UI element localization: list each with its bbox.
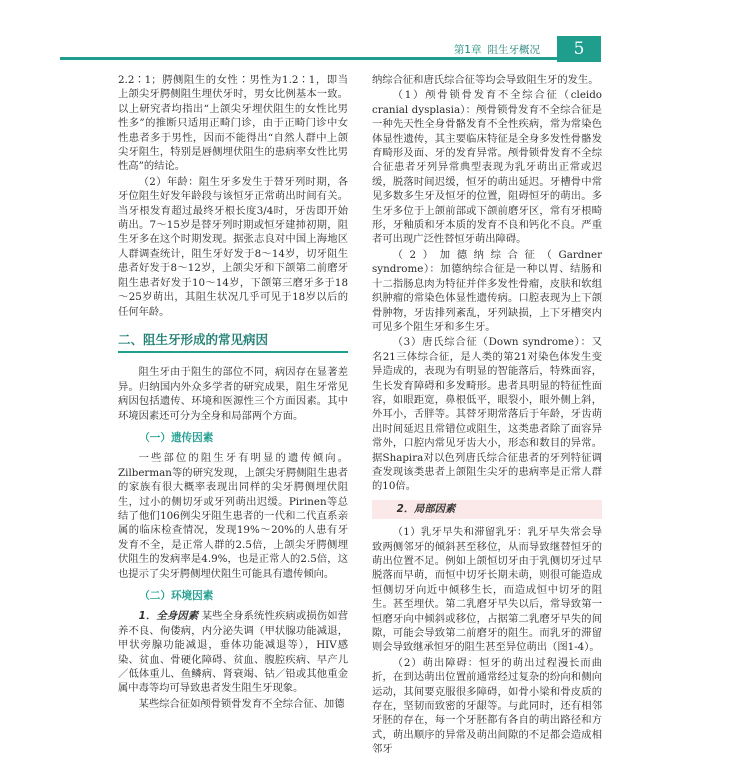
paragraph: （1）颅骨锁骨发育不全综合征（cleido cranial dysplasia）：颅骨锁骨发育不全综合征是一种先天性全身骨骼发育不全性疾病，常为常染色体显性遗传，其主要临床特征是全身多发性骨骼发育畸形及面、牙的发育异常。颅骨锁骨发育不全综合征患者牙列异常典型表现为乳牙萌出正常或迟缓，脱落时间迟缓，恒牙的萌出延迟。牙槽骨中常见多数多生牙及恒牙的位置，阻碍恒牙的萌出。多生牙多位于上颌前部或下颌前磨牙区，常有牙根畸形，牙釉质和牙本质的发育不良和钙化不良。严重者可出现广泛性替恒牙萌出障碍。	[372, 89, 602, 246]
paragraph	[118, 609, 348, 695]
paragraph: （2）萌出障碍：恒牙的萌出过程漫长而曲折，在到达萌出位置前通常经过复杂的纷向和侧向运动，其间要克服很多障碍，如骨小梁和骨皮质的存在，坚韧而致密的牙龈等。与此同时，还有相邻牙胚的存在，每一个牙胚都有各自的萌出路径和方式，萌出顺序的异常及萌出间隙的不足都会造成相邻牙	[372, 656, 602, 756]
paragraph-lead: 1．全身因素	[138, 610, 199, 623]
right-column	[372, 73, 602, 758]
paragraph: （3）唐氏综合征（Down syndrome）：又名21三体综合征，是人类的第21对染色体发生变异造成的，表现为有明显的智能落后，特殊面容，生长发育障碍和多发畸形。患者具明显的特征性面容，如眼距宽，鼻根低平，眼裂小，眼外侧上斜，外耳小，舌胖等。其替牙期常落后于年龄，牙齿萌出时间延迟且常错位或阻生，这类患者除了面容异常外，口腔内常见牙齿大小，形态和数目的异常。据Shapira对以色列唐氏综合征患者的牙列特征调查发现该类患者上颌阻生尖牙的患病率是正常人群的10倍。	[372, 336, 602, 493]
paragraph: 2.2∶1；腭侧阻生的女性∶男性为1.2∶1，即当上颌尖牙腭侧阻生埋伏牙时，男女比例基本一致。以上研究者均指出“上颌尖牙埋伏阻生的女性比男性多”的推断只适用正畸门诊，由于正畸门诊中女性患者多于男性，因而不能得出“自然人群中上颌尖牙阻生，特别是唇侧埋伏阻生的患病率女性比男性高”的结论。	[118, 74, 348, 173]
paragraph: （2）年龄：阻生牙多发生于替牙列时期，各牙位阻生好发年龄段与该恒牙正常萌出时间有关。当牙根发育超过最终牙根长度3/4时，牙齿即开始萌出。7～15岁是替牙列时期或恒牙建㧊初期，阻生牙多在这个时期发现。据张志良对中国上海地区人群调查统计，阻生牙好发于8～14岁，切牙阻生患者好发于8～12岁，上颌尖牙和下颌第二前磨牙阻生患者好发于10～14岁，下颌第三磨牙多于18～25岁萌出，其阻生状况几乎可见于18岁以后的任何年龄。	[118, 175, 348, 318]
left-column	[118, 73, 348, 712]
paragraph-body: 某些全身系统性疾病或损伤如营养不良、佝偻病，内分泌失调（甲状腺功能减退，甲状旁腺功能减退，垂体功能减退等），HIV感染、贫血、骨硬化障碍、贫血、腹腔疾病、早产儿／低体重儿、鱼鳞病、肾衰竭、钴／铅或其他重金属中毒等均可导致患者发生阻生牙现象。	[118, 610, 349, 695]
highlight-box	[372, 500, 602, 519]
chapter-title: 阻生牙概况	[487, 44, 540, 56]
subsection-title: （一）遗传因素	[139, 431, 214, 444]
header-rule	[60, 57, 557, 60]
section-title: 二、阻生牙形成的常见病因	[118, 333, 348, 353]
paragraph-lead: 2．局部因素	[396, 502, 456, 515]
paragraph	[376, 502, 598, 516]
paragraph: 某些综合征如颅骨锁骨发育不全综合征、加德	[138, 697, 345, 710]
running-header	[454, 42, 540, 57]
subsection-title: （二）环境因素	[139, 590, 214, 602]
page-number: 5	[557, 36, 601, 62]
paragraph: 纳综合征和唐氏综合征等均会导致阻生牙的发生。	[372, 74, 599, 86]
chapter-label: 第1章	[453, 44, 482, 56]
paragraph: （2）加德纳综合征（Gardner syndrome）：加德纳综合征是一种以胃、结肠和十二指肠息肉为特征并伴多发性骨瘤，皮肤和软组织肿瘤的常染色体显性遗传病。口腔表现为上下颌骨肿物，牙齿排列紊乱，牙列缺损，上下牙槽突内可见多个阻生牙和多生牙。	[372, 248, 602, 333]
paragraph: （1）乳牙早失和滞留乳牙：乳牙早失常会导致两侧邻牙的倾斜甚至移位，从而导致继替恒牙的萌出位置不足。例如上颌恒切牙由于乳侧切牙过早脱落而早萌，而恒中切牙长期未萌，则很可能造成恒侧切牙向近中倾移生长，而造成恒中切牙的阻生。甚至埋伏。第二乳磨牙早失以后，常导致第一恒磨牙向中倾斜或移位，占据第二乳磨牙早失的间隙，可能会导致第二前磨牙的阻生。而乳牙的滞留则会导致继承恒牙的阻生甚至异位萌出（图1-4）。	[372, 526, 602, 654]
paragraph: 阻生牙由于阻生的部位不同，病因存在显著差异。归纳国内外众多学者的研究成果，阻生牙常见病因包括遗传、环境和医源性三个方面因素。其中环境因素还可分为全身和局部两个方面。	[118, 366, 348, 422]
paragraph: 一些部位的阻生牙有明显的遗传倾向。Zilberman等的研究发现，上颌尖牙腭侧阻生患者的家族有很大概率表现出同样的尖牙腭侧埋伏阻生，过小的侧切牙或牙列萌出迟缓。Pirinen等总结了他们106例尖牙阻生患者的一代和二代直系亲属的临床检查情况，发现19%～20%的人患有牙发育不全，是正常人群的2.5倍，上颌尖牙腭侧埋伏阻生的发病率是4.9%，也是正常人的2.5倍，这也提示了尖牙腭侧埋伏阻生可能具有遗传倾向。	[118, 452, 348, 580]
